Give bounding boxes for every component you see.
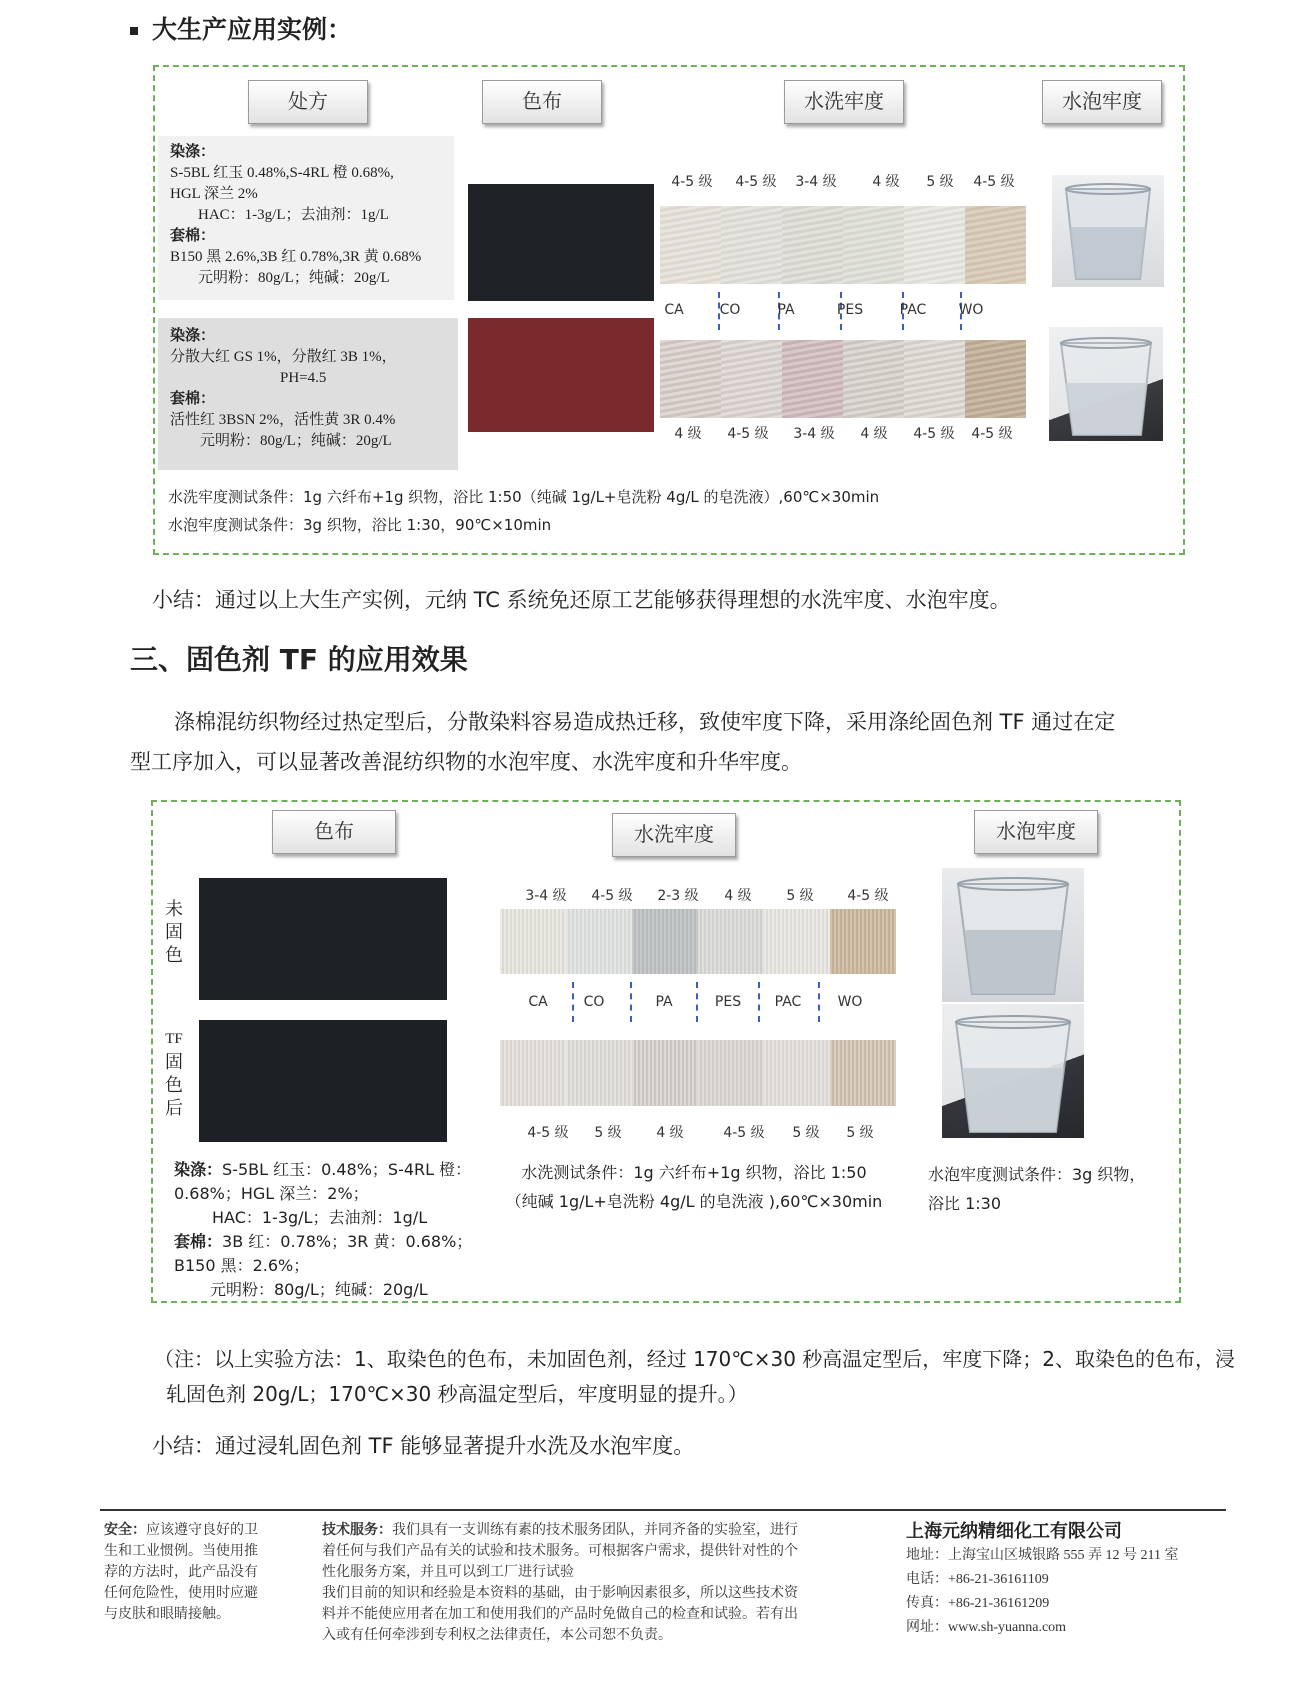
recipe-line: HAC：1-3g/L；去油剂：1g/L bbox=[198, 207, 389, 223]
grade-label: 4-5 级 bbox=[913, 426, 955, 442]
multifiber-strip-bottom bbox=[500, 1040, 896, 1106]
recipe-line: 活性红 3BSN 2%，活性黄 3R 0.4% bbox=[170, 412, 396, 428]
recipe-line: HGL 深兰 2% bbox=[170, 186, 258, 202]
label-tf-treated bbox=[162, 1028, 186, 1120]
grade-label: 4-5 级 bbox=[527, 1125, 569, 1141]
grade-label: 4 级 bbox=[656, 1125, 684, 1141]
footer-label: 安全： bbox=[104, 1523, 146, 1538]
fiber-band bbox=[632, 909, 698, 974]
grade-label: 4-5 级 bbox=[735, 174, 777, 190]
recipe-label-poly: 染涤： bbox=[170, 144, 216, 160]
wash-test-condition: 水洗牢度测试条件：1g 六纤布+1g 织物，浴比 1:50（纯碱 1g/L+皂洗粉 4g/L 的皂洗液）,60℃×30min bbox=[168, 488, 880, 506]
company-phone: 电话：+86-21-36161109 bbox=[906, 1572, 1049, 1587]
fiber-band bbox=[843, 206, 904, 284]
fiber-band bbox=[698, 1040, 764, 1106]
label-char: 固 bbox=[165, 1052, 183, 1072]
section-heading-tf: 三、固色剂 TF 的应用效果 bbox=[130, 643, 468, 676]
fiber-label: PA bbox=[777, 302, 795, 318]
soak-cup-photo bbox=[1052, 175, 1164, 287]
footer-line: 应该遵守良好的卫 bbox=[146, 1523, 258, 1538]
soak-test-condition-tf bbox=[928, 1160, 1145, 1218]
fiber-label: PAC bbox=[774, 994, 802, 1010]
grade-label: 5 级 bbox=[594, 1125, 622, 1141]
tab-swatch: 色布 bbox=[272, 810, 396, 854]
fiber-band bbox=[904, 340, 965, 418]
grade-label: 4 级 bbox=[674, 426, 702, 442]
grade-label: 4-5 级 bbox=[727, 426, 769, 442]
label-char: 色 bbox=[165, 1075, 183, 1095]
footer-line: 料并不能使应用者在加工和使用我们的产品时免做自己的检查和试验。若有出 bbox=[322, 1607, 798, 1622]
tab-soak-fastness: 水泡牢度 bbox=[1042, 80, 1162, 124]
grade-label: 3-4 级 bbox=[525, 888, 567, 904]
footer-divider bbox=[100, 1509, 1226, 1511]
condition-line: 水泡牢度测试条件：3g 织物， bbox=[928, 1165, 1146, 1184]
footer-line: 与皮肤和眼睛接触。 bbox=[104, 1607, 230, 1622]
recipe-label-cotton: 套棉： bbox=[170, 228, 216, 244]
fiber-band bbox=[660, 206, 721, 284]
footer-line: 我们目前的知识和经验是本资料的基础，由于影响因素很多，所以这些技术资 bbox=[322, 1586, 798, 1601]
grade-label: 2-3 级 bbox=[657, 888, 699, 904]
fabric-swatch-treated bbox=[199, 1020, 447, 1142]
soak-cup-photo bbox=[1049, 327, 1163, 441]
cup-icon bbox=[1049, 327, 1163, 441]
fabric-swatch-black bbox=[468, 184, 654, 301]
fiber-band bbox=[698, 909, 764, 974]
multifiber-strip-top bbox=[500, 909, 896, 974]
recipe-label-poly: 染涤： bbox=[170, 328, 216, 344]
cup-icon bbox=[942, 868, 1084, 1002]
label-untreated bbox=[162, 898, 186, 967]
recipe-block-tf bbox=[174, 1158, 472, 1302]
footer-safety bbox=[104, 1520, 290, 1625]
tab-wash-fastness: 水洗牢度 bbox=[612, 813, 736, 857]
recipe-line: B150 黑：2.6%； bbox=[174, 1256, 310, 1275]
recipe-line: S-5BL 红玉：0.48%；S-4RL 橙： bbox=[222, 1160, 472, 1179]
condition-line: （纯碱 1g/L+皂洗粉 4g/L 的皂洗液 ),60℃×30min bbox=[505, 1192, 883, 1211]
company-fax: 传真：+86-21-36161209 bbox=[906, 1596, 1050, 1611]
fiber-band bbox=[500, 909, 566, 974]
fiber-divider bbox=[630, 982, 632, 1022]
fiber-label: PA bbox=[655, 994, 673, 1010]
grade-label: 4-5 级 bbox=[973, 174, 1015, 190]
fiber-band bbox=[843, 340, 904, 418]
condition-line: 浴比 1:30 bbox=[928, 1194, 1002, 1213]
recipe-block-1 bbox=[158, 136, 454, 300]
footer-line: 生和工业惯例。当使用推 bbox=[104, 1544, 258, 1559]
label-char: 未 bbox=[165, 899, 183, 919]
fiber-label: CA bbox=[528, 994, 548, 1010]
summary-2: 小结：通过浸轧固色剂 TF 能够显著提升水洗及水泡牢度。 bbox=[152, 1434, 695, 1458]
note-line: 轧固色剂 20g/L；170℃×30 秒高温定型后，牢度明显的提升。） bbox=[166, 1382, 748, 1406]
fiber-band bbox=[764, 909, 830, 974]
summary-1: 小结：通过以上大生产实例，元纳 TC 系统免还原工艺能够获得理想的水洗牢度、水泡牢度。 bbox=[152, 588, 1011, 612]
fiber-band bbox=[566, 1040, 632, 1106]
tab-swatch: 色布 bbox=[482, 80, 602, 124]
multifiber-strip-bottom bbox=[660, 340, 1026, 418]
note-line: （注：以上实验方法：1、取染色的色布，未加固色剂，经过 170℃×30 秒高温定型后，牢度下降；2、取染色的色布，浸 bbox=[154, 1347, 1236, 1371]
fabric-swatch-red bbox=[468, 318, 654, 432]
grade-row-top bbox=[500, 885, 900, 905]
condition-line: 水洗测试条件：1g 六纤布+1g 织物，浴比 1:50 bbox=[521, 1163, 867, 1182]
bullet-square-icon bbox=[130, 27, 138, 35]
grade-label: 4-5 级 bbox=[847, 888, 889, 904]
recipe-line: 元明粉：80g/L；纯碱：20g/L bbox=[200, 433, 392, 449]
fiber-band bbox=[830, 909, 896, 974]
fiber-label: CO bbox=[719, 302, 741, 318]
recipe-label-cotton: 套棉： bbox=[170, 391, 216, 407]
recipe-line: 元明粉：80g/L；纯碱：20g/L bbox=[210, 1280, 428, 1299]
recipe-line: 0.68%；HGL 深兰：2%； bbox=[174, 1184, 369, 1203]
fiber-label: CA bbox=[664, 302, 684, 318]
footer-line: 性化服务方案，并且可以到工厂进行试验 bbox=[322, 1565, 574, 1580]
multifiber-strip-top bbox=[660, 206, 1026, 284]
fiber-label-row bbox=[660, 292, 1026, 332]
footer-line: 任何危险性，使用时应避 bbox=[104, 1586, 258, 1601]
label-char: 后 bbox=[165, 1098, 183, 1118]
paragraph-line: 涤棉混纺织物经过热定型后，分散染料容易造成热迁移，致使牢度下降，采用涤纶固色剂 TF 通过在定 bbox=[174, 710, 1116, 734]
cup-icon bbox=[1052, 175, 1164, 287]
grade-label: 5 级 bbox=[846, 1125, 874, 1141]
grade-label: 4-5 级 bbox=[723, 1125, 765, 1141]
cup-icon bbox=[942, 1004, 1084, 1138]
grade-row-bottom bbox=[500, 1122, 900, 1142]
wash-test-condition-tf bbox=[504, 1158, 884, 1216]
fiber-band bbox=[782, 206, 843, 284]
grade-label: 4-5 级 bbox=[591, 888, 633, 904]
soak-cup-photo bbox=[942, 1004, 1084, 1138]
fiber-band bbox=[660, 340, 721, 418]
footer-line: 荐的方法时，此产品没有 bbox=[104, 1565, 258, 1580]
fiber-band bbox=[904, 206, 965, 284]
fiber-label: PAC bbox=[899, 302, 927, 318]
soak-test-condition: 水泡牢度测试条件：3g 织物，浴比 1:30，90℃×10min bbox=[168, 516, 552, 534]
footer-line: 入或有任何牵涉到专利权之法律责任，本公司恕不负责。 bbox=[322, 1628, 672, 1643]
tab-wash-fastness: 水洗牢度 bbox=[784, 80, 904, 124]
label-char: 固 bbox=[165, 922, 183, 942]
grade-label: 4 级 bbox=[724, 888, 752, 904]
fiber-band bbox=[965, 340, 1026, 418]
paragraph-line: 型工序加入，可以显著改善混纺织物的水泡牢度、水洗牢度和升华牢度。 bbox=[130, 750, 802, 774]
fiber-label: CO bbox=[583, 994, 605, 1010]
fiber-band bbox=[830, 1040, 896, 1106]
recipe-label-cotton: 套棉： bbox=[174, 1232, 223, 1251]
grade-row-bottom bbox=[668, 423, 1028, 443]
fiber-band bbox=[721, 206, 782, 284]
fiber-divider bbox=[818, 982, 820, 1022]
fiber-label: PES bbox=[836, 302, 864, 318]
grade-label: 4-5 级 bbox=[971, 426, 1013, 442]
fabric-swatch-untreated bbox=[199, 878, 447, 1000]
grade-label: 3-4 级 bbox=[793, 426, 835, 442]
footer-line: 我们具有一支训练有素的技术服务团队，并同齐备的实验室，进行 bbox=[392, 1523, 798, 1538]
recipe-line: B150 黑 2.6%,3B 红 0.78%,3R 黄 0.68% bbox=[170, 249, 422, 265]
grade-label: 3-4 级 bbox=[795, 174, 837, 190]
recipe-line: 元明粉：80g/L；纯碱：20g/L bbox=[198, 270, 390, 286]
recipe-line: 分散大红 GS 1%，分散红 3B 1%， bbox=[170, 349, 397, 365]
fiber-band bbox=[721, 340, 782, 418]
recipe-label-poly: 染涤： bbox=[174, 1160, 223, 1179]
fiber-label: WO bbox=[837, 994, 863, 1010]
fiber-band bbox=[632, 1040, 698, 1106]
recipe-line: S-5BL 红玉 0.48%,S-4RL 橙 0.68%, bbox=[170, 165, 394, 181]
grade-label: 4 级 bbox=[872, 174, 900, 190]
grade-row-top bbox=[668, 171, 1028, 191]
grade-label: 5 级 bbox=[926, 174, 954, 190]
grade-label: 5 级 bbox=[786, 888, 814, 904]
grade-label: 4 级 bbox=[860, 426, 888, 442]
footer-label: 技术服务： bbox=[322, 1523, 392, 1538]
grade-label: 4-5 级 bbox=[671, 174, 713, 190]
fiber-band bbox=[764, 1040, 830, 1106]
fiber-band bbox=[566, 909, 632, 974]
tab-recipe: 处方 bbox=[248, 80, 368, 124]
section-heading-text: 大生产应用实例： bbox=[152, 15, 353, 44]
recipe-line: PH=4.5 bbox=[280, 370, 327, 386]
company-address: 地址：上海宝山区城银路 555 弄 12 号 211 室 bbox=[906, 1548, 1179, 1563]
footer-company bbox=[906, 1518, 1236, 1640]
fiber-label: WO bbox=[958, 302, 984, 318]
fiber-band bbox=[782, 340, 843, 418]
footer-line: 着任何与我们产品有关的试验和技术服务。可根据客户需求，提供针对性的个 bbox=[322, 1544, 798, 1559]
recipe-line: 3B 红：0.78%；3R 黄：0.68%； bbox=[222, 1232, 473, 1251]
fiber-band bbox=[965, 206, 1026, 284]
recipe-line: HAC：1-3g/L；去油剂：1g/L bbox=[212, 1208, 428, 1227]
fiber-band bbox=[500, 1040, 566, 1106]
label-char: TF bbox=[165, 1031, 183, 1047]
recipe-block-2 bbox=[158, 318, 458, 470]
fiber-label-row bbox=[500, 982, 896, 1022]
section-heading-production bbox=[130, 10, 352, 46]
label-char: 色 bbox=[165, 945, 183, 965]
fiber-divider bbox=[696, 982, 698, 1022]
grade-label: 5 级 bbox=[792, 1125, 820, 1141]
soak-cup-photo bbox=[942, 868, 1084, 1002]
company-website: 网址：www.sh-yuanna.com bbox=[906, 1620, 1067, 1635]
footer-tech-service bbox=[322, 1520, 882, 1646]
tab-soak-fastness: 水泡牢度 bbox=[974, 810, 1098, 854]
company-name: 上海元纳精细化工有限公司 bbox=[906, 1521, 1122, 1541]
fiber-label: PES bbox=[714, 994, 742, 1010]
